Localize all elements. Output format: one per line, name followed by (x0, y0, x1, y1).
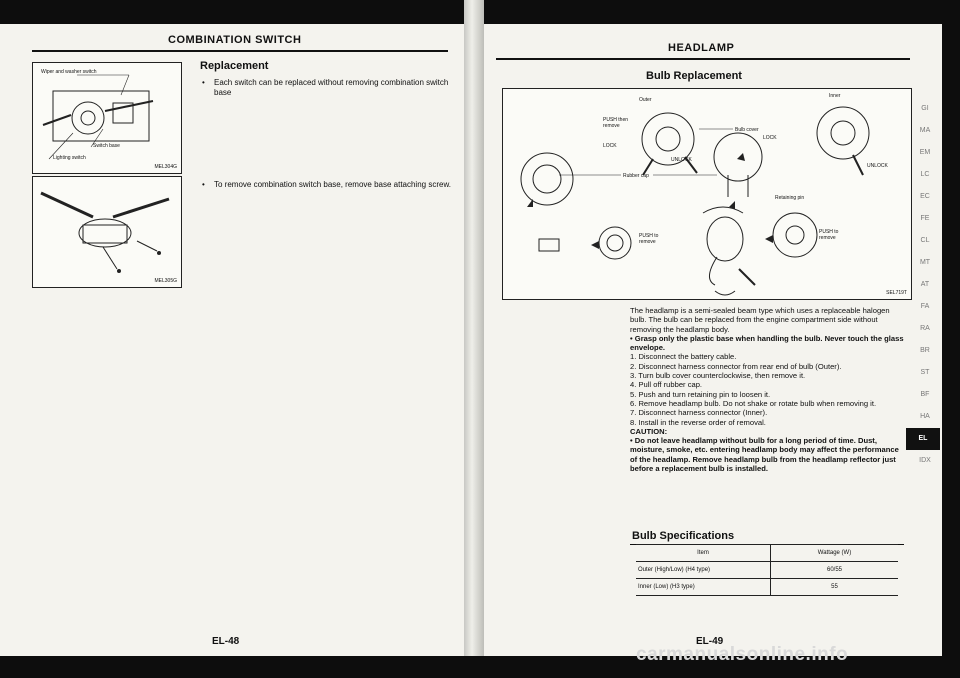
step-4: 4. Pull off rubber cap. (630, 380, 703, 390)
step-3: 3. Turn bulb cover counterclockwise, then remove it. (630, 371, 806, 381)
section-tab-index (910, 98, 940, 472)
label-retaining-pin: Retaining pin (775, 195, 805, 201)
handling-warning: • Grasp only the plastic base when handling the bulb. Never touch the glass envelope. (630, 333, 904, 353)
tab-br[interactable]: BR (920, 347, 930, 354)
bullet-marker: • (202, 78, 205, 87)
label-push-then-remove: PUSH then remove (603, 117, 629, 129)
handling-warning-text: Grasp only the plastic base when handling the bulb. Never touch the glass envelope. (630, 333, 904, 353)
right-page (484, 24, 942, 656)
bulb-spec-table (636, 544, 898, 596)
label-wiper-washer-switch: Wiper and washer switch (41, 69, 97, 75)
label-lock: LOCK (763, 135, 777, 141)
watermark: carmanualsonline.info (636, 644, 849, 665)
tab-ec[interactable]: EC (920, 193, 930, 200)
section-title: Bulb Replacement (646, 70, 742, 82)
table-row (636, 562, 898, 579)
label-unlock: UNLOCK (671, 157, 692, 163)
headlamp-drawing (503, 89, 911, 299)
figure-code: MEL304G (154, 164, 177, 170)
figure-bulb-replacement (502, 88, 912, 300)
tab-lc[interactable]: LC (920, 171, 930, 178)
table-header-row (636, 545, 898, 562)
tab-mt[interactable]: MT (919, 259, 931, 266)
figure-code: MEL305G (154, 278, 177, 284)
bullet-text: Each switch can be replaced without removing combination switch base (214, 78, 449, 97)
table-cell: 55 (771, 579, 899, 596)
caution-item: • Do not leave headlamp without bulb for a long period of time. Dust, moisture, smoke, etc. entering headlamp body may affect the performance of the headlamp. Remove headlamp bulb from the headlamp reflector just before a replacement bulb is installed. (630, 436, 899, 474)
table-cell: Inner (Low) (H3 type) (636, 579, 771, 596)
tab-ra[interactable]: RA (920, 325, 930, 332)
page-header: COMBINATION SWITCH (168, 34, 302, 46)
label-outer: Outer (639, 97, 652, 103)
tab-st[interactable]: ST (920, 369, 930, 376)
tab-el[interactable]: EL (906, 428, 940, 450)
column-header: Wattage (W) (771, 545, 899, 562)
intro-paragraph: The headlamp is a semi-sealed beam type which uses a replaceable halogen bulb. The bulb can be replaced from the engine compartment side without removing the headlamp body. (630, 306, 890, 334)
tab-cl[interactable]: CL (920, 237, 930, 244)
step-2: 2. Disconnect harness connector from rear end of bulb (Outer). (630, 361, 842, 371)
procedure-text (630, 306, 904, 473)
tab-ha[interactable]: HA (920, 413, 930, 420)
table-cell: 60/55 (771, 562, 899, 579)
tab-gi[interactable]: GI (921, 105, 929, 112)
left-page (0, 24, 464, 656)
page-number: EL-48 (212, 636, 240, 647)
step-7: 7. Disconnect harness connector (Inner). (630, 408, 768, 418)
section-title: Replacement (200, 60, 269, 72)
step-5: 5. Push and turn retaining pin to loosen it. (630, 389, 771, 399)
step-8: 8. Install in the reverse order of removal. (630, 417, 766, 427)
page-header: HEADLAMP (668, 42, 735, 54)
figure-switch-base (32, 176, 182, 288)
specs-title: Bulb Specifications (632, 530, 735, 542)
tab-idx[interactable]: IDX (919, 457, 931, 464)
label-switch-base: Switch base (93, 143, 120, 149)
label-unlock: UNLOCK (867, 163, 888, 169)
label-lighting-switch: Lighting switch (53, 155, 86, 161)
tab-bf[interactable]: BF (920, 391, 930, 398)
figure-code: SEL719T (886, 290, 907, 296)
step-6: 6. Remove headlamp bulb. Do not shake or rotate bulb when removing it. (630, 398, 877, 408)
tab-fa[interactable]: FA (920, 303, 930, 310)
column-header: Item (636, 545, 771, 562)
figure-combination-switch (32, 62, 182, 174)
scan-right-border (942, 0, 960, 678)
tab-at[interactable]: AT (920, 281, 930, 288)
tab-ma[interactable]: MA (919, 127, 931, 134)
label-bulb-cover: Bulb cover (735, 127, 759, 133)
switch-base-drawing (33, 177, 181, 287)
table-row (636, 579, 898, 596)
caution-text: Do not leave headlamp without bulb for a long period of time. Dust, moisture, smoke, etc. entering headlamp body may affect the performance of the headlamp. Remove headlamp bulb from the headlamp reflector just before a replacement bulb is installed. (630, 436, 899, 474)
label-push-to-remove: PUSH to remove (639, 233, 659, 245)
label-push-to-remove: PUSH to remove (819, 229, 839, 241)
tab-em[interactable]: EM (919, 149, 931, 156)
tab-fe[interactable]: FE (920, 215, 930, 222)
page-number: EL-49 (696, 636, 724, 647)
bullet-text: To remove combination switch base, remove base attaching screw. (214, 180, 452, 189)
header-rule (32, 50, 448, 52)
header-rule (496, 58, 910, 60)
label-lock: LOCK (603, 143, 617, 149)
label-rubber-cap: Rubber cap (623, 173, 649, 179)
book-spine (464, 0, 484, 678)
table-cell: Outer (High/Low) (H4 type) (636, 562, 771, 579)
step-1: 1. Disconnect the battery cable. (630, 352, 737, 362)
caution-title: CAUTION: (630, 426, 668, 436)
label-inner: Inner (829, 93, 841, 99)
bullet-marker: • (202, 180, 205, 189)
